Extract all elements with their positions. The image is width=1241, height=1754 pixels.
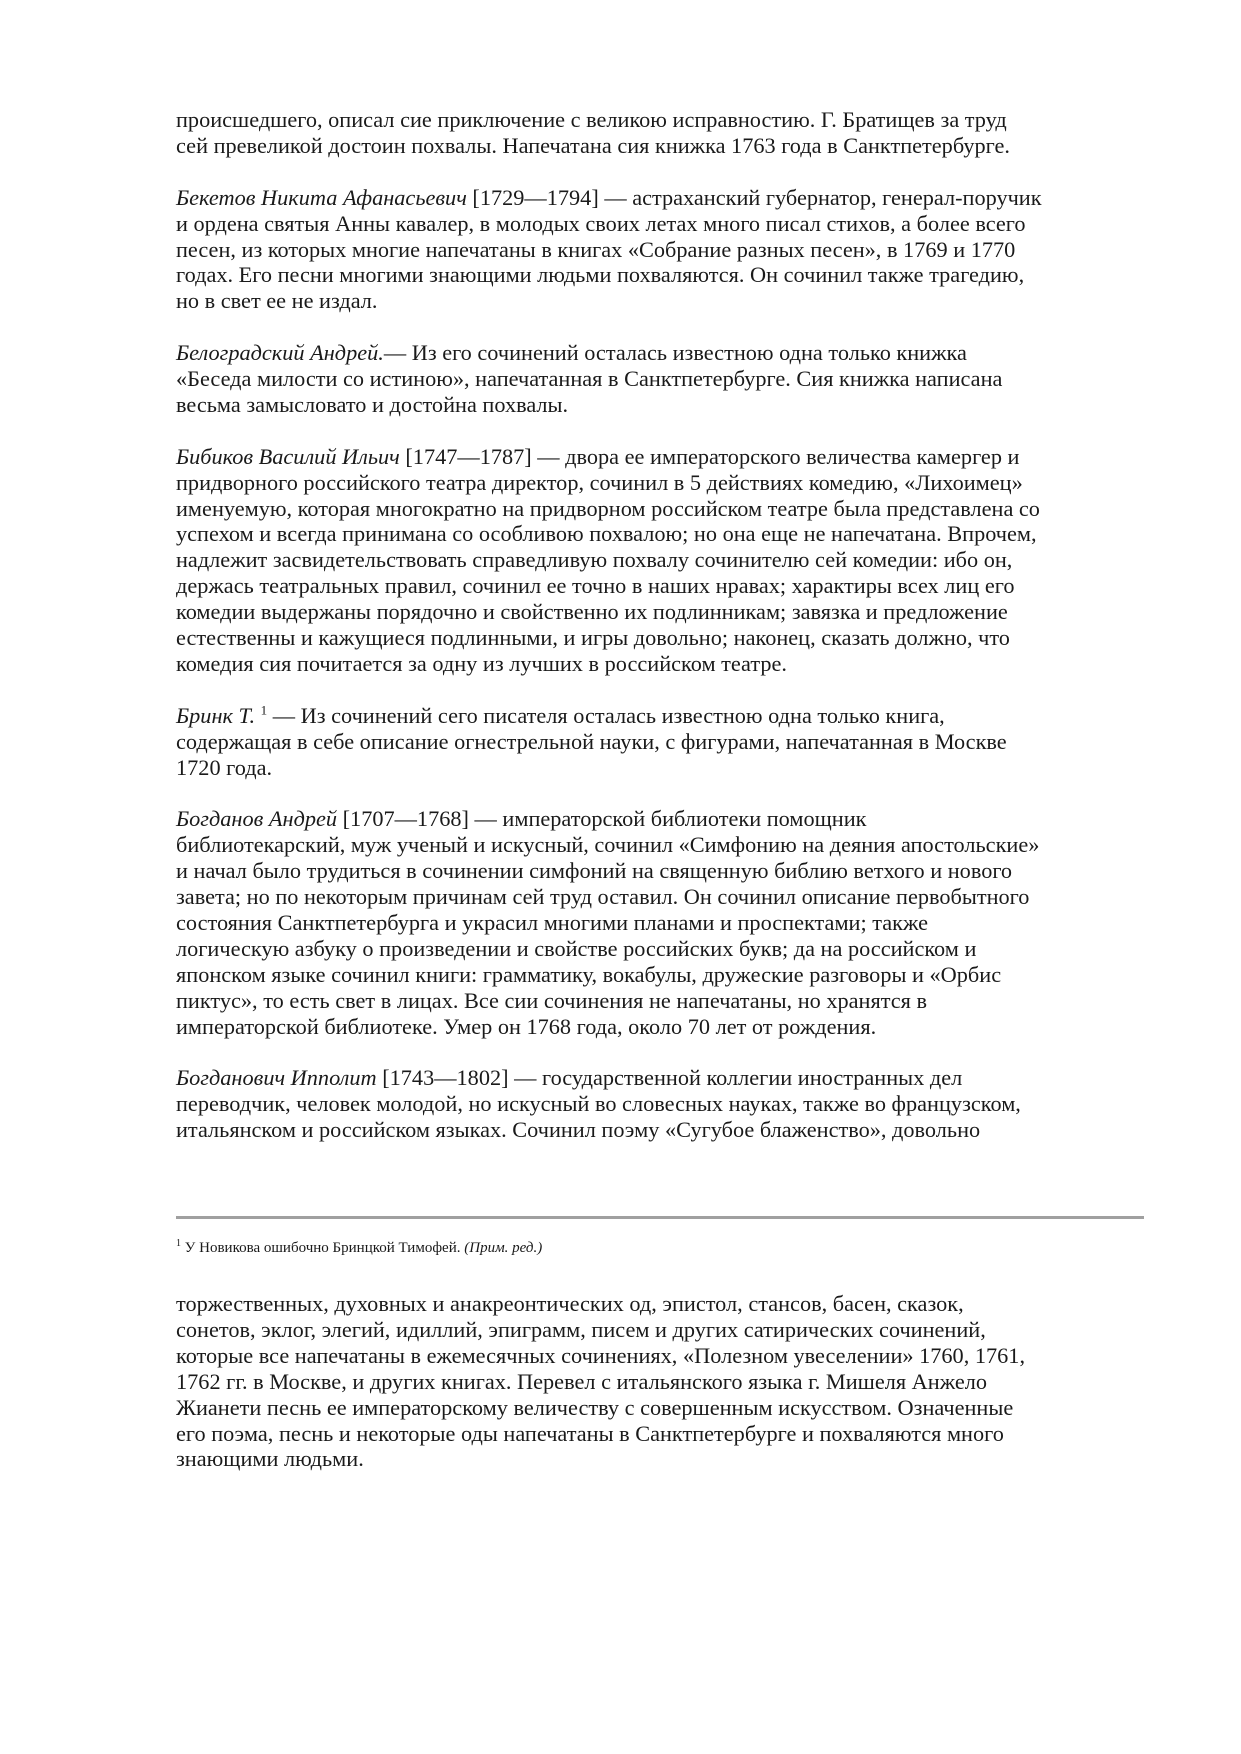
text-line [176, 988, 1166, 1014]
line-text: торжественных, духовных и анакреонтических од, эпистол, стансов, басен, сказок, [176, 1291, 964, 1316]
text-line [176, 133, 1166, 159]
author-name: Бибиков Василий Ильич [176, 443, 400, 469]
line-text: [1743—1802] — государственной коллегии иностранных дел [376, 1065, 963, 1091]
text-line [176, 1117, 1166, 1143]
continued-text [176, 1291, 1166, 1498]
line-text: весьма замысловато и достойна похвалы. [176, 391, 569, 417]
line-text: императорской библиотеке. Умер он 1768 года, около 70 лет от рождения. [176, 1013, 877, 1039]
text-line [176, 1014, 1166, 1040]
line-text: его поэма, песнь и некоторые оды напечатаны в Санктпетербурге и похваляются много [176, 1420, 1004, 1446]
text-line [176, 1395, 1166, 1421]
line-text: переводчик, человек молодой, но искусный во словесных науках, также во французском, [176, 1091, 1021, 1117]
text-line [176, 858, 1166, 884]
line-text: комедии выдержаны порядочно и свойственно их подлинникам; завязка и предложение [176, 599, 1008, 625]
line-text: которые все напечатаны в ежемесячных сочинениях, «Полезном увеселении» 1760, 1761, [176, 1342, 1026, 1368]
text-line [176, 237, 1166, 263]
line-text: [1729—1794] — астраханский губернатор, генерал-поручик [466, 184, 1042, 210]
text-line [176, 573, 1166, 599]
text-line [176, 1091, 1166, 1117]
line-text: держась театральных правил, сочинил ее точно в наших нравах; характиры всех лиц его [176, 573, 1015, 599]
text-line [176, 625, 1166, 651]
entry-paragraph [176, 444, 1166, 677]
text-line [176, 936, 1166, 962]
text-line [176, 832, 1166, 858]
line-text: успехом и всегда принимана со особливою похвалою; но она еще не напечатана. Впрочем, [176, 521, 1037, 547]
line-text: состояния Санктпетербурга и украсил многими планами и проспектами; также [176, 910, 929, 936]
line-text: сонетов, эклог, элегий, идиллий, эпиграмм, писем и других сатирических сочинений, [176, 1316, 986, 1342]
line-text: пиктус», то есть свет в лицах. Все сии сочинения не напечатаны, но хранятся в [176, 987, 928, 1013]
line-text: логическую азбуку о произведении и свойстве российских букв; да на российском и [176, 935, 977, 961]
line-text: [1747—1787] — двора ее императорского величества камергер и [399, 443, 1020, 469]
line-text: библиотекарский, муж ученый и искусный, сочинил «Симфонию на деяния апостольские» [176, 832, 1040, 858]
line-text: японском языке сочинил книги: грамматику, вокабулы, дружеские разговоры и «Орбис [176, 961, 1002, 987]
text-line [176, 470, 1166, 496]
text-line [176, 547, 1166, 573]
text-line [176, 496, 1166, 522]
text-line [176, 1446, 1166, 1472]
line-text: комедия сия почитается за одну из лучших в российском театре. [176, 650, 787, 676]
line-text: надлежит засвидетельствовать справедливую похвалу сочинителю сей комедии: ибо он, [176, 547, 1013, 573]
entry-paragraph [176, 340, 1166, 418]
author-name: Белоградский Андрей. [176, 340, 384, 366]
footnote-divider [176, 1216, 1144, 1219]
text-line [176, 262, 1166, 288]
text-line [176, 288, 1166, 314]
line-text: и начал было трудиться в сочинении симфоний на священную библию ветхого и нового [176, 858, 1013, 884]
line-text: 1720 года. [176, 754, 273, 780]
line-text: естественны и кажущиеся подлинными, и игры довольно; наконец, сказать должно, что [176, 625, 1010, 651]
text-line [176, 806, 1166, 832]
line-text: Жианети песнь ее императорскому величеству с совершенным искусством. Означенные [176, 1394, 1014, 1420]
main-text [176, 107, 1166, 1169]
author-name: Бринк Т. [176, 702, 256, 728]
line-text: 1762 гг. в Москве, и других книгах. Перевел с итальянского языка г. Мишеля Анжело [176, 1368, 988, 1394]
line-text: происшедшего, описал сие приключение с великою исправностию. Г. Братищев за труд [176, 107, 1007, 132]
text-line [176, 910, 1166, 936]
line-text: придворного российского театра директор, сочинил в 5 действиях комедию, «Лихоимец» [176, 469, 1023, 495]
text-line [176, 599, 1166, 625]
line-text: завета; но по некоторым причинам сей труд оставил. Он сочинил описание первобытного [176, 884, 1030, 910]
line-text: [1707—1768] — императорской библиотеки помощник [337, 806, 867, 832]
entry-paragraph [176, 107, 1166, 159]
line-text: песен, из которых многие напечатаны в книгах «Собрание разных песен», в 1769 и 1770 [176, 236, 1016, 262]
footnote-reference[interactable]: 1 [260, 702, 268, 718]
line-text: и ордена святыя Анны кавалер, в молодых своих летах много писал стихов, а более всего [176, 210, 1026, 236]
footnote-editor-note: (Прим. ред.) [464, 1240, 543, 1256]
footnote-number: 1 [176, 1238, 181, 1249]
entry-paragraph [176, 185, 1166, 315]
line-text: именуемую, которая многократно на придворном российском театре была представлена со [176, 495, 1040, 521]
line-text: — Из сочинений сего писателя осталась известною одна только книга, [267, 702, 945, 728]
text-line [176, 1421, 1166, 1447]
text-line [176, 729, 1166, 755]
footnote-text: У Новикова ошибочно Бринцкой Тимофей. [181, 1240, 465, 1256]
text-line [176, 366, 1166, 392]
text-line [176, 392, 1166, 418]
text-line [176, 521, 1166, 547]
line-text: знающими людьми. [176, 1446, 364, 1472]
text-line [176, 755, 1166, 781]
line-text: годах. Его песни многими знающими людьми похваляются. Он сочинил также трагедию, [176, 262, 1025, 288]
text-line [176, 1065, 1166, 1091]
text-line [176, 107, 1166, 133]
text-line [176, 211, 1166, 237]
author-name: Богданов Андрей [176, 806, 338, 832]
text-line [176, 1343, 1166, 1369]
entry-paragraph [176, 806, 1166, 1039]
line-text: «Беседа милости со истиною», напечатанная в Санктпетербурге. Сия книжка написана [176, 366, 1003, 392]
author-name: Бекетов Никита Афанасьевич [176, 184, 467, 210]
entry-paragraph [176, 1065, 1166, 1143]
line-text: содержащая в себе описание огнестрельной науки, с фигурами, напечатанная в Москве [176, 728, 1007, 754]
text-line [176, 444, 1166, 470]
footnote [176, 1240, 542, 1257]
line-text: итальянском и российском языках. Сочинил поэму «Сугубое блаженство», довольно [176, 1117, 981, 1143]
entry-paragraph [176, 703, 1166, 781]
line-text: но в свет ее не издал. [176, 288, 378, 314]
text-line [176, 1317, 1166, 1343]
text-line [176, 651, 1166, 677]
entry-paragraph [176, 1291, 1166, 1472]
text-line [176, 884, 1166, 910]
text-line [176, 703, 1166, 729]
text-line [176, 1291, 1166, 1317]
author-name: Богданович Ипполит [176, 1065, 377, 1091]
text-line [176, 185, 1166, 211]
text-line [176, 962, 1166, 988]
text-line [176, 340, 1166, 366]
text-line [176, 1369, 1166, 1395]
line-text: — Из его сочинений осталась известною одна только книжка [383, 340, 967, 366]
line-text: сей превеликой достоин похвалы. Напечатана сия книжка 1763 года в Санктпетербурге. [176, 132, 1010, 158]
